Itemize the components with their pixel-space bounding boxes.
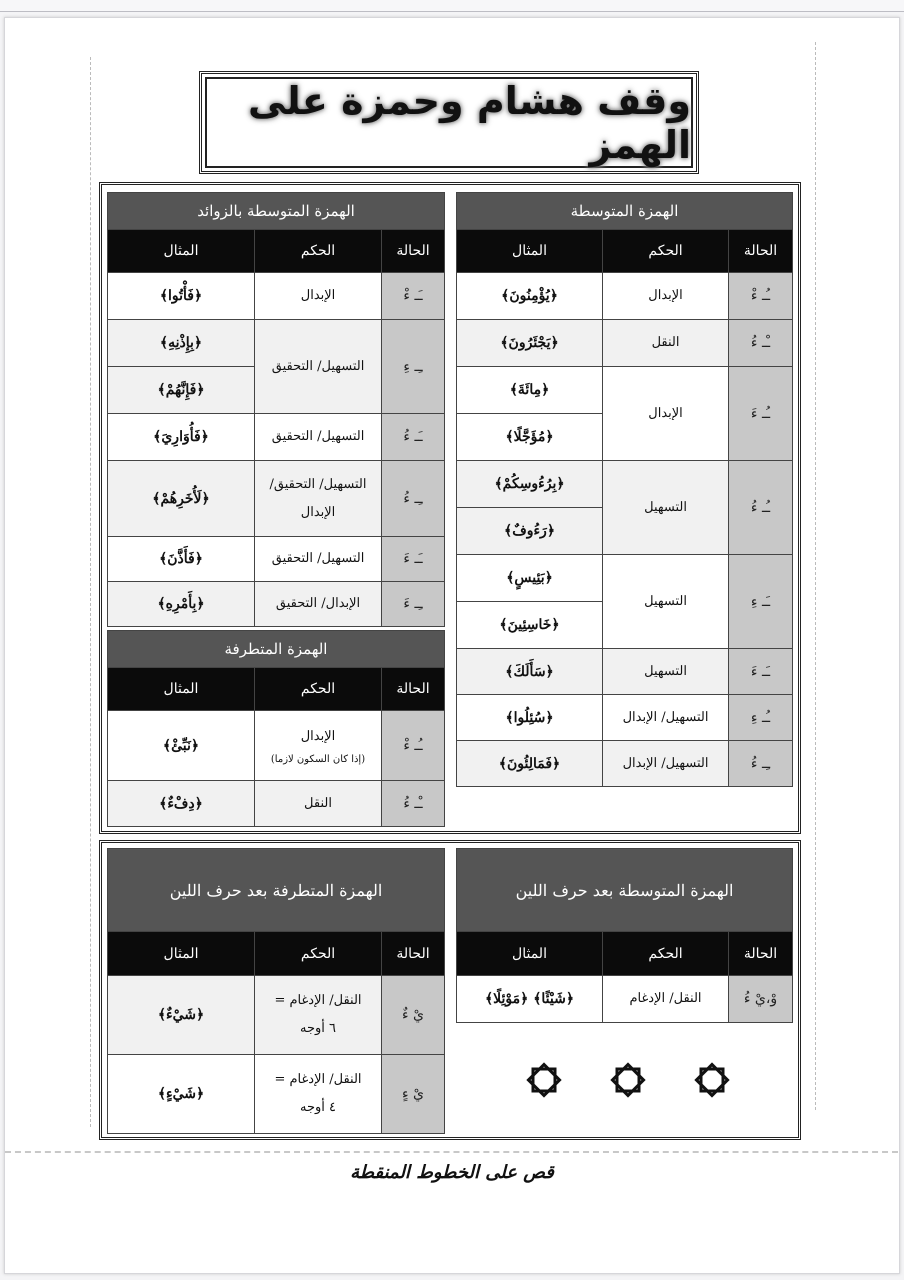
viewer-top-bar xyxy=(0,0,904,12)
table-row xyxy=(457,367,793,414)
panel-heading: الهمزة المتوسطة xyxy=(457,193,793,230)
table-row xyxy=(457,320,793,367)
state-cell: ـْـ ءُ xyxy=(382,781,445,827)
table-row xyxy=(108,582,445,627)
rule-cell: التسهيل xyxy=(603,461,729,555)
table-row xyxy=(457,461,793,508)
example-cell: ﴿مُؤَجَّلًا﴾ xyxy=(457,414,603,461)
example-cell: ﴿بِإِذْنِهِ﴾ xyxy=(108,320,255,367)
table-row xyxy=(108,781,445,827)
example-cell: ﴿شَيْءٌ﴾ xyxy=(108,976,255,1055)
state-cell: ـُـ ءِ xyxy=(729,695,793,741)
table-row xyxy=(108,461,445,537)
example-cell: ﴿دِفْءٌ﴾ xyxy=(108,781,255,827)
table-row xyxy=(457,695,793,741)
rule-text: النقل/ الإدغام = xyxy=(274,993,362,1008)
col-state: الحالة xyxy=(729,932,793,976)
example-cell: ﴿سُئِلُوا﴾ xyxy=(457,695,603,741)
ornament-row xyxy=(500,1050,760,1110)
col-example: المثال xyxy=(457,230,603,273)
state-cell: ـَـ ءَ xyxy=(382,537,445,582)
rule-cell: الإبدال xyxy=(603,367,729,461)
rule-note: ٤ أوجه xyxy=(300,1100,337,1115)
cut-line-right xyxy=(815,42,816,1110)
state-cell: يْ ءٍ xyxy=(382,1055,445,1134)
table-row xyxy=(108,414,445,461)
state-cell: ـَـ ءَ xyxy=(729,649,793,695)
example-cell: ﴿رَءُوفٌ﴾ xyxy=(457,508,603,555)
example-cell: ﴿شَيْءٍ﴾ xyxy=(108,1055,255,1134)
table-row xyxy=(108,320,445,367)
table-row xyxy=(108,711,445,781)
rule-cell: النقل xyxy=(255,781,382,827)
example-cell: ﴿بِأَمْرِهِ﴾ xyxy=(108,582,255,627)
rule-cell: التسهيل/ التحقيق xyxy=(255,320,382,414)
state-cell: ـِـ ءِ xyxy=(382,320,445,414)
col-rule: الحكم xyxy=(255,932,382,976)
example-cell: ﴿لَأُخَرِهُمْ﴾ xyxy=(108,461,255,537)
cut-instruction: قص على الخطوط المنقطة xyxy=(350,1162,554,1183)
example-cell: ﴿فَأُوَارِيَ﴾ xyxy=(108,414,255,461)
col-example: المثال xyxy=(108,230,255,273)
eight-point-star-icon xyxy=(524,1060,564,1100)
example-cell: ﴿شَيْئًا﴾ ﴿مَوْئِلًا﴾ xyxy=(457,976,603,1023)
col-rule: الحكم xyxy=(603,932,729,976)
example-cell: ﴿مِائَةَ﴾ xyxy=(457,367,603,414)
state-cell: ـُـ ءْ xyxy=(729,273,793,320)
table-row xyxy=(457,555,793,602)
panel-heading: الهمزة المتطرفة بعد حرف اللين xyxy=(108,849,445,932)
rule-cell: التسهيل xyxy=(603,649,729,695)
rule-cell xyxy=(255,976,382,1055)
page-title: وقف هشام وحمزة على الهمز xyxy=(247,78,691,167)
state-cell: يْ ءٌ xyxy=(382,976,445,1055)
rule-cell: التسهيل/ التحقيق xyxy=(255,414,382,461)
rule-note: ٦ أوجه xyxy=(300,1021,337,1036)
panel-final-hamza xyxy=(107,630,444,827)
example-cell: ﴿سَأَلَكَ﴾ xyxy=(457,649,603,695)
rule-cell: التسهيل/ الإبدال xyxy=(603,695,729,741)
example-cell: ﴿يُؤْمِنُونَ﴾ xyxy=(457,273,603,320)
state-cell: ـِـ ءَ xyxy=(382,582,445,627)
panel-heading: الهمزة المتوسطة بعد حرف اللين xyxy=(457,849,793,932)
table-row xyxy=(108,273,445,320)
rule-cell: التسهيل xyxy=(603,555,729,649)
eight-point-star-icon xyxy=(608,1060,648,1100)
col-state: الحالة xyxy=(382,668,445,711)
table-row xyxy=(457,976,793,1023)
col-rule: الحكم xyxy=(255,668,382,711)
example-cell: ﴿فَأْتُوا﴾ xyxy=(108,273,255,320)
table-row xyxy=(108,537,445,582)
rule-text: النقل/ الإدغام = xyxy=(274,1072,362,1087)
panel-medial-hamza xyxy=(456,192,792,787)
state-cell: ـَـ ءُ xyxy=(382,414,445,461)
panel-medial-hamza-affixes xyxy=(107,192,444,627)
panel-medial-after-leen xyxy=(456,848,792,1023)
panel-heading: الهمزة المتوسطة بالزوائد xyxy=(108,193,445,230)
rule-cell: النقل/ الإدغام xyxy=(603,976,729,1023)
rule-cell: النقل xyxy=(603,320,729,367)
example-cell: ﴿يَجْئَرُونَ﴾ xyxy=(457,320,603,367)
table-row xyxy=(108,1055,445,1134)
rule-cell: التسهيل/ التحقيق/ الإبدال xyxy=(255,461,382,537)
table-row xyxy=(457,273,793,320)
example-cell: ﴿خَاسِئِينَ﴾ xyxy=(457,602,603,649)
panel-final-after-leen xyxy=(107,848,444,1134)
col-rule: الحكم xyxy=(255,230,382,273)
state-cell: ـُـ ءْ xyxy=(382,711,445,781)
cut-line-left xyxy=(90,57,91,1127)
table-row xyxy=(457,649,793,695)
rule-note: (إذا كان السكون لازما) xyxy=(270,753,366,765)
example-cell: ﴿فَمَالِئُونَ﴾ xyxy=(457,741,603,787)
state-cell: ـِـ ءُ xyxy=(382,461,445,537)
col-state: الحالة xyxy=(729,230,793,273)
state-cell: ـِـ ءُ xyxy=(729,741,793,787)
state-cell: ـَـ ءِ xyxy=(729,555,793,649)
cut-line-bottom xyxy=(5,1151,898,1153)
rule-cell: التسهيل/ التحقيق xyxy=(255,537,382,582)
title-frame xyxy=(199,71,699,174)
col-example: المثال xyxy=(108,668,255,711)
example-cell: ﴿بَئِيسٍ﴾ xyxy=(457,555,603,602)
example-cell: ﴿نَبِّئْ﴾ xyxy=(108,711,255,781)
state-cell: ـُـ ءُ xyxy=(729,461,793,555)
state-cell: ـْـ ءُ xyxy=(729,320,793,367)
rule-cell xyxy=(255,1055,382,1134)
rule-cell: الإبدال xyxy=(603,273,729,320)
rule-cell xyxy=(255,711,382,781)
rule-cell: الإبدال xyxy=(255,273,382,320)
col-state: الحالة xyxy=(382,230,445,273)
panel-heading: الهمزة المتطرفة xyxy=(108,631,445,668)
state-cell: ـُـ ءَ xyxy=(729,367,793,461)
state-cell: وْ،يْ ءُ xyxy=(729,976,793,1023)
table-row xyxy=(457,741,793,787)
col-example: المثال xyxy=(108,932,255,976)
rule-cell: التسهيل/ الإبدال xyxy=(603,741,729,787)
col-rule: الحكم xyxy=(603,230,729,273)
example-cell: ﴿بِرُءُوسِكُمْ﴾ xyxy=(457,461,603,508)
example-cell: ﴿فَإِنَّهُمْ﴾ xyxy=(108,367,255,414)
rule-cell: الإبدال/ التحقيق xyxy=(255,582,382,627)
col-example: المثال xyxy=(457,932,603,976)
table-row xyxy=(108,976,445,1055)
col-state: الحالة xyxy=(382,932,445,976)
rule-text: الإبدال xyxy=(300,728,336,744)
example-cell: ﴿فَأَذَّنَ﴾ xyxy=(108,537,255,582)
state-cell: ـَـ ءْ xyxy=(382,273,445,320)
eight-point-star-icon xyxy=(692,1060,732,1100)
